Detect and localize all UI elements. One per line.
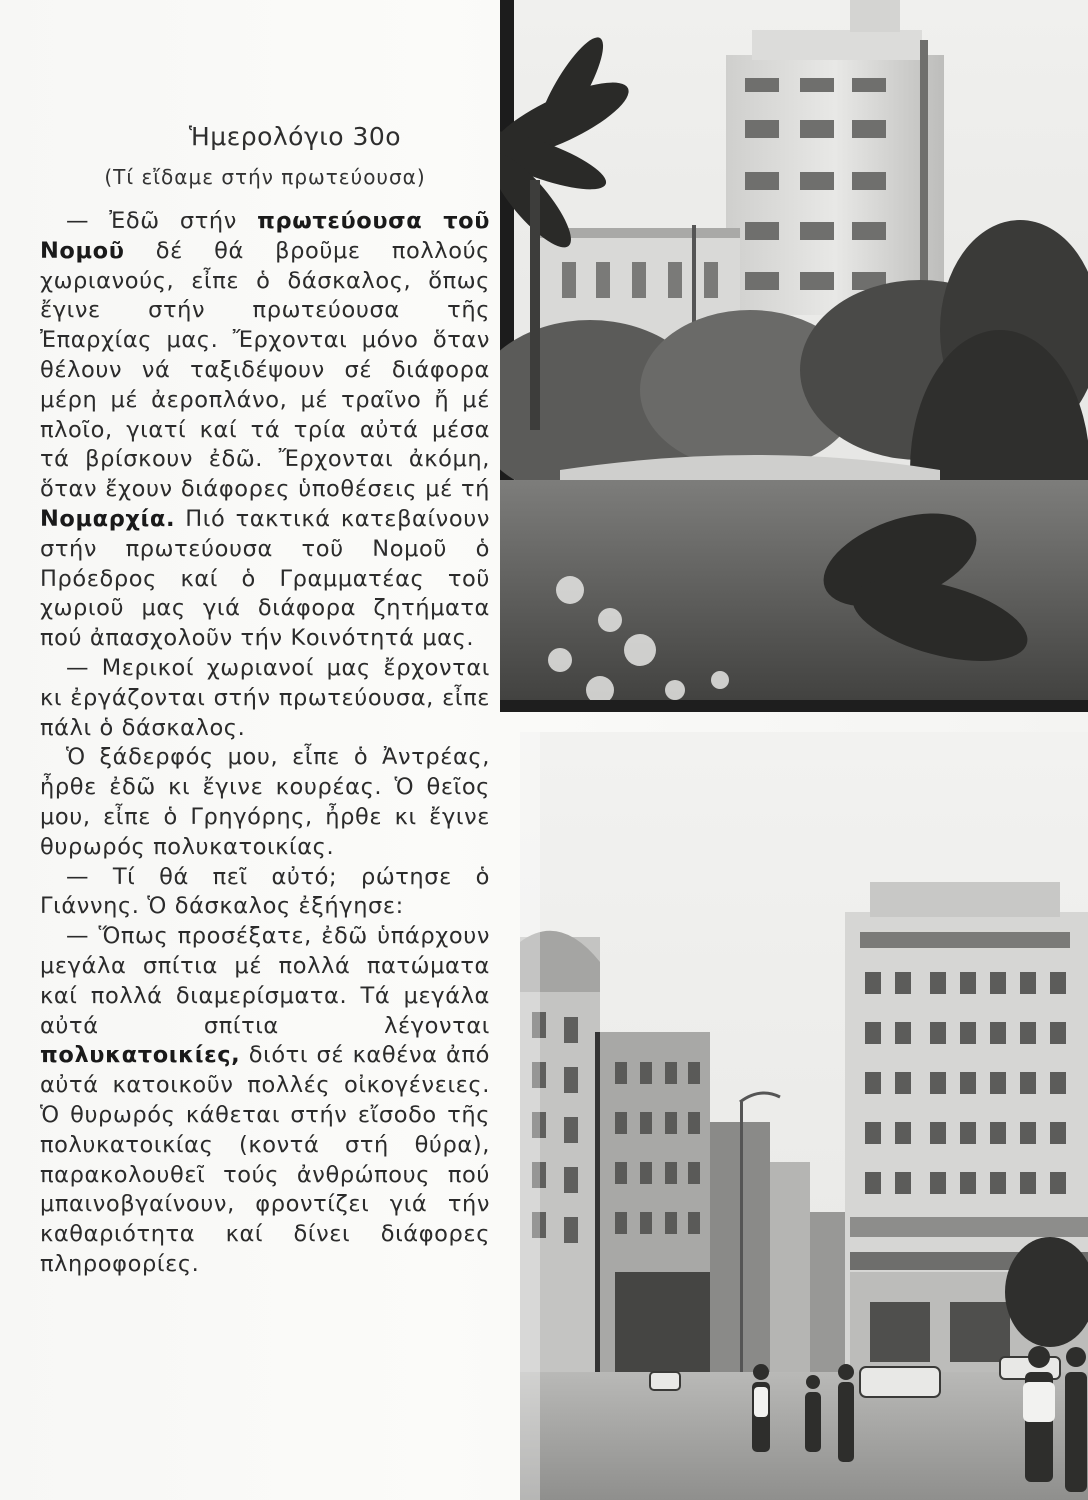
paragraph <box>40 863 490 923</box>
text-run: δέ θά βροῦμε πολλούς χωριανούς, εἶπε ὁ δάσκαλος, ὅπως ἔγινε στήν πρωτεύουσα τῆς Ἐπαρχίας μας. Ἔρχονται μόνο ὅταν θέλουν νά ταξιδέψουν σέ διάφορα μέρη μέ ἀεροπλάνο, μέ τραῖνο ἤ μέ πλοῖο, γιατί καί τά τρία αὐτά μέσα τά βρίσκουν ἐδῶ. Ἔρχονται ἀκόμη, ὅταν ἔχουν διάφορες ὑποθέσεις μέ τή <box>40 237 490 503</box>
text-run: — Ἐδῶ στήν <box>66 208 258 234</box>
text-run: Ὁ ξάδερφός μου, εἶπε ὁ Ἀντρέας, ἦρθε ἐδῶ κι ἔγινε κουρέας. Ὁ θεῖος μου, εἶπε ὁ Γρηγόρης, ἦρθε κι ἔγινε θυρωρός πολυκατοικίας. <box>40 744 490 860</box>
body-text <box>40 207 490 1280</box>
bold-term: πρωτεύουσα τοῦ Νομοῦ <box>40 208 490 264</box>
photo-city-square <box>520 732 1088 1500</box>
paragraph <box>40 743 490 862</box>
paragraph <box>40 922 490 1280</box>
bold-term: Νομαρχία. <box>40 505 176 532</box>
photo-park-building <box>500 0 1088 712</box>
text-run: διότι σέ καθένα ἀπό αὐτά κατοικοῦν πολλές οἰκογένειες. Ὁ θυρωρός κάθεται στήν εἴσοδο τῆς πολυκατοικίας (κοντά στή θύρα), παρακολουθεῖ τούς ἀνθρώπους πού μπαινοβγαίνουν, φροντίζει γιά τήν καθαριότητα καί δίνει διάφορες πληροφορίες. <box>40 1042 490 1277</box>
page-title: Ἡμερολόγιο 30ο <box>188 122 402 151</box>
text-run: — Τί θά πεῖ αὐτό; ρώτησε ὁ Γιάννης. Ὁ δάσκαλος ἐξήγησε: <box>40 863 490 920</box>
text-run: Πιό τακτικά κατεβαίνουν στήν πρωτεύουσα τοῦ Νομοῦ ὁ Πρόεδρος καί ὁ Γραμματέας τοῦ χωριοῦ μας γιά διάφορα ζητήματα πού ἀπασχολοῦν τήν Κοινότητά μας. <box>40 505 490 652</box>
bold-term: πολυκατοικίες, <box>40 1042 241 1069</box>
text-run: — Μερικοί χωριανοί μας ἔρχονται κι ἐργάζονται στήν πρωτεύουσα, εἶπε πάλι ὁ δάσκαλος. <box>40 654 490 741</box>
text-column <box>40 122 490 1412</box>
page-subtitle: (Τί εἴδαμε στήν πρωτεύουσα) <box>104 165 426 189</box>
paragraph <box>40 654 490 743</box>
text-run: — Ὅπως προσέξατε, ἐδῶ ὑπάρχουν μεγάλα σπίτια μέ πολλά πατώματα καί πολλά διαμερίσματα. Τά μεγάλα αὐτά σπίτια λέγονται <box>40 923 490 1039</box>
paragraph <box>40 207 490 654</box>
